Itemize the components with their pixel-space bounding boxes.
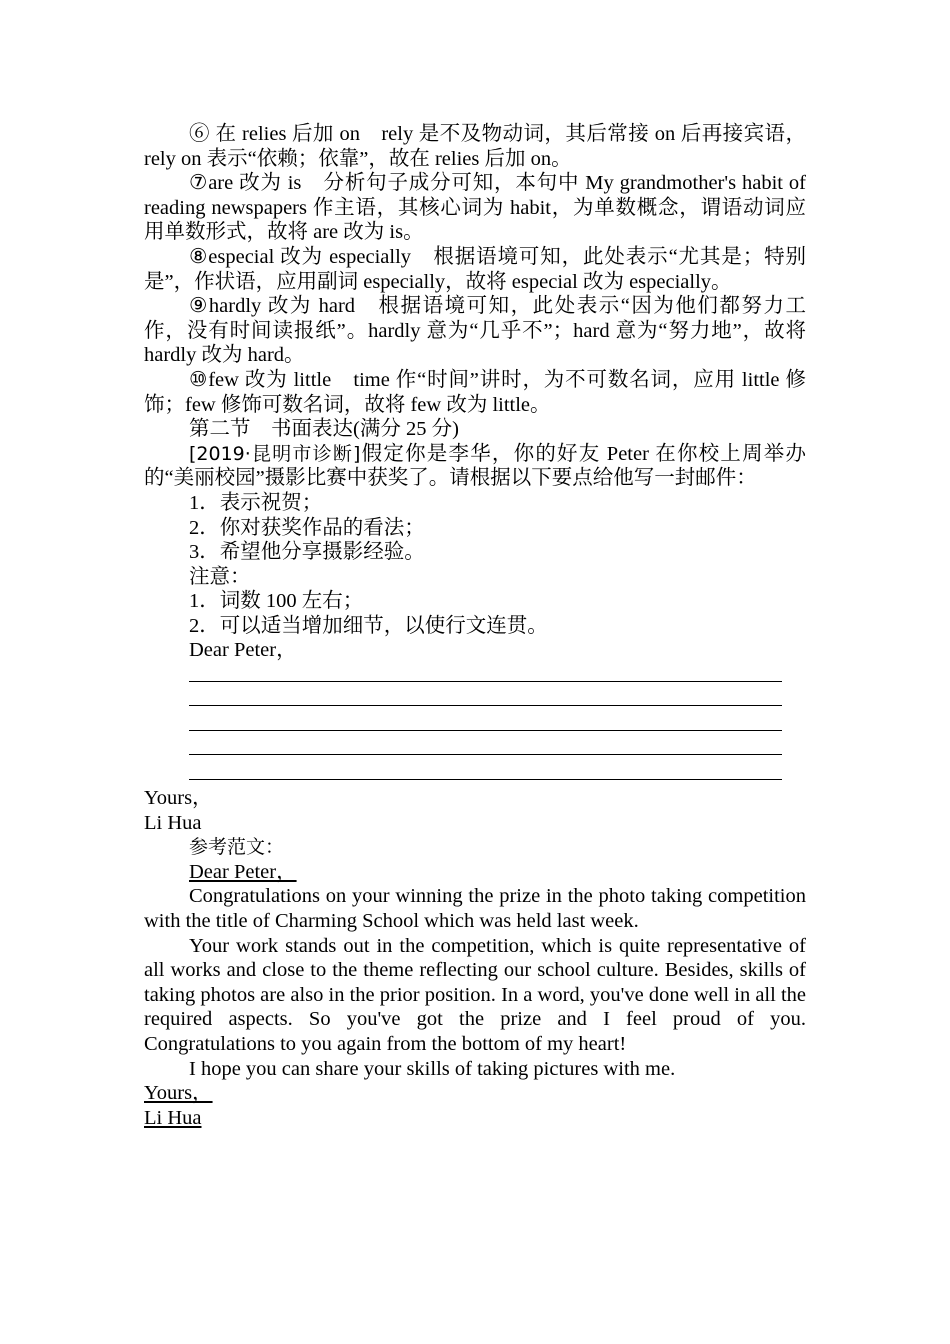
letter-greeting: Dear Peter， [189, 639, 297, 662]
sample-greeting-text: Dear Peter， [189, 860, 297, 883]
answer-9: ⑨hardly 改为 hard 根据语境可知，此处表示“因为他们都努力工作，没有时间读报纸”。hardly 意为“几乎不”；hard 意为“努力地”，故将 hardly 改为 hard。 [144, 295, 806, 367]
note-2: 2．可以适当增加细节，以使行文连贯。 [189, 614, 548, 637]
page-content [144, 122, 806, 1130]
answer-line [189, 706, 782, 731]
sample-signature [144, 1106, 806, 1131]
sample-paragraph-1: Congratulations on your winning the prize in the photo taking competition with the title of Charming School which was held last week. [144, 885, 806, 932]
sample-paragraph-3: I hope you can share your skills of taking pictures with me. [189, 1057, 676, 1080]
point-3: 3．希望他分享摄影经验。 [189, 541, 425, 564]
letter-closing: Yours， [144, 787, 213, 810]
answer-line [189, 731, 782, 756]
answer-10: ⑩few 改为 little time 作“时间”讲时，为不可数名词，应用 little 修饰；few 修饰可数名词，故将 few 改为 little。 [144, 368, 806, 416]
sample-paragraph-2: Your work stands out in the competition, which is quite representative of all works and close to the theme reflecting our school culture. Besides, skills of taking photos are also in the prior position. In a word, you've done well in all the required aspects. So you've got the prize and I feel proud of you. Congratulations to you again from the bottom of my heart! [144, 934, 806, 1055]
prompt-source: [2019·昆明市诊断] [189, 442, 361, 465]
answer-line [189, 755, 782, 780]
sample-signature-text: Li Hua [144, 1106, 202, 1129]
answer-7: ⑦are 改为 is 分析句子成分可知，本句中 My grandmother's habit of reading newspapers 作主语，其核心词为 habit，为单数概念，谓语动词应用单数形式，故将 are 改为 is。 [144, 172, 806, 244]
answer-6: ⑥ 在 relies 后加 on rely 是不及物动词，其后常接 on 后再接宾语，rely on 表示“依赖；依靠”，故在 relies 后加 on。 [144, 123, 806, 170]
writing-prompt [144, 442, 806, 491]
point-2: 2．你对获奖作品的看法； [189, 516, 425, 539]
point-1: 1．表示祝贺； [189, 491, 323, 514]
section-title: 第二节 书面表达(满分 25 分) [189, 418, 459, 441]
sample-label: 参考范文： [189, 836, 285, 859]
note-1: 1．词数 100 左右； [189, 590, 364, 613]
sample-greeting [144, 860, 806, 885]
answer-line [189, 657, 782, 682]
sample-closing-text: Yours， [144, 1082, 213, 1105]
prompt-text: 假定你是李华，你的好友 Peter 在你校上周举办的“美丽校园”摄影比赛中获奖了。请根据以下要点给他写一封邮件： [144, 442, 806, 490]
answer-line [189, 682, 782, 707]
answer-8: ⑧especial 改为 especially 根据语境可知，此处表示“尤其是；特别是”，作状语，应用副词 especially，故将 especial 改为 especially。 [144, 245, 806, 293]
note-label: 注意： [189, 565, 251, 588]
letter-signature: Li Hua [144, 811, 202, 834]
sample-closing [144, 1081, 806, 1106]
